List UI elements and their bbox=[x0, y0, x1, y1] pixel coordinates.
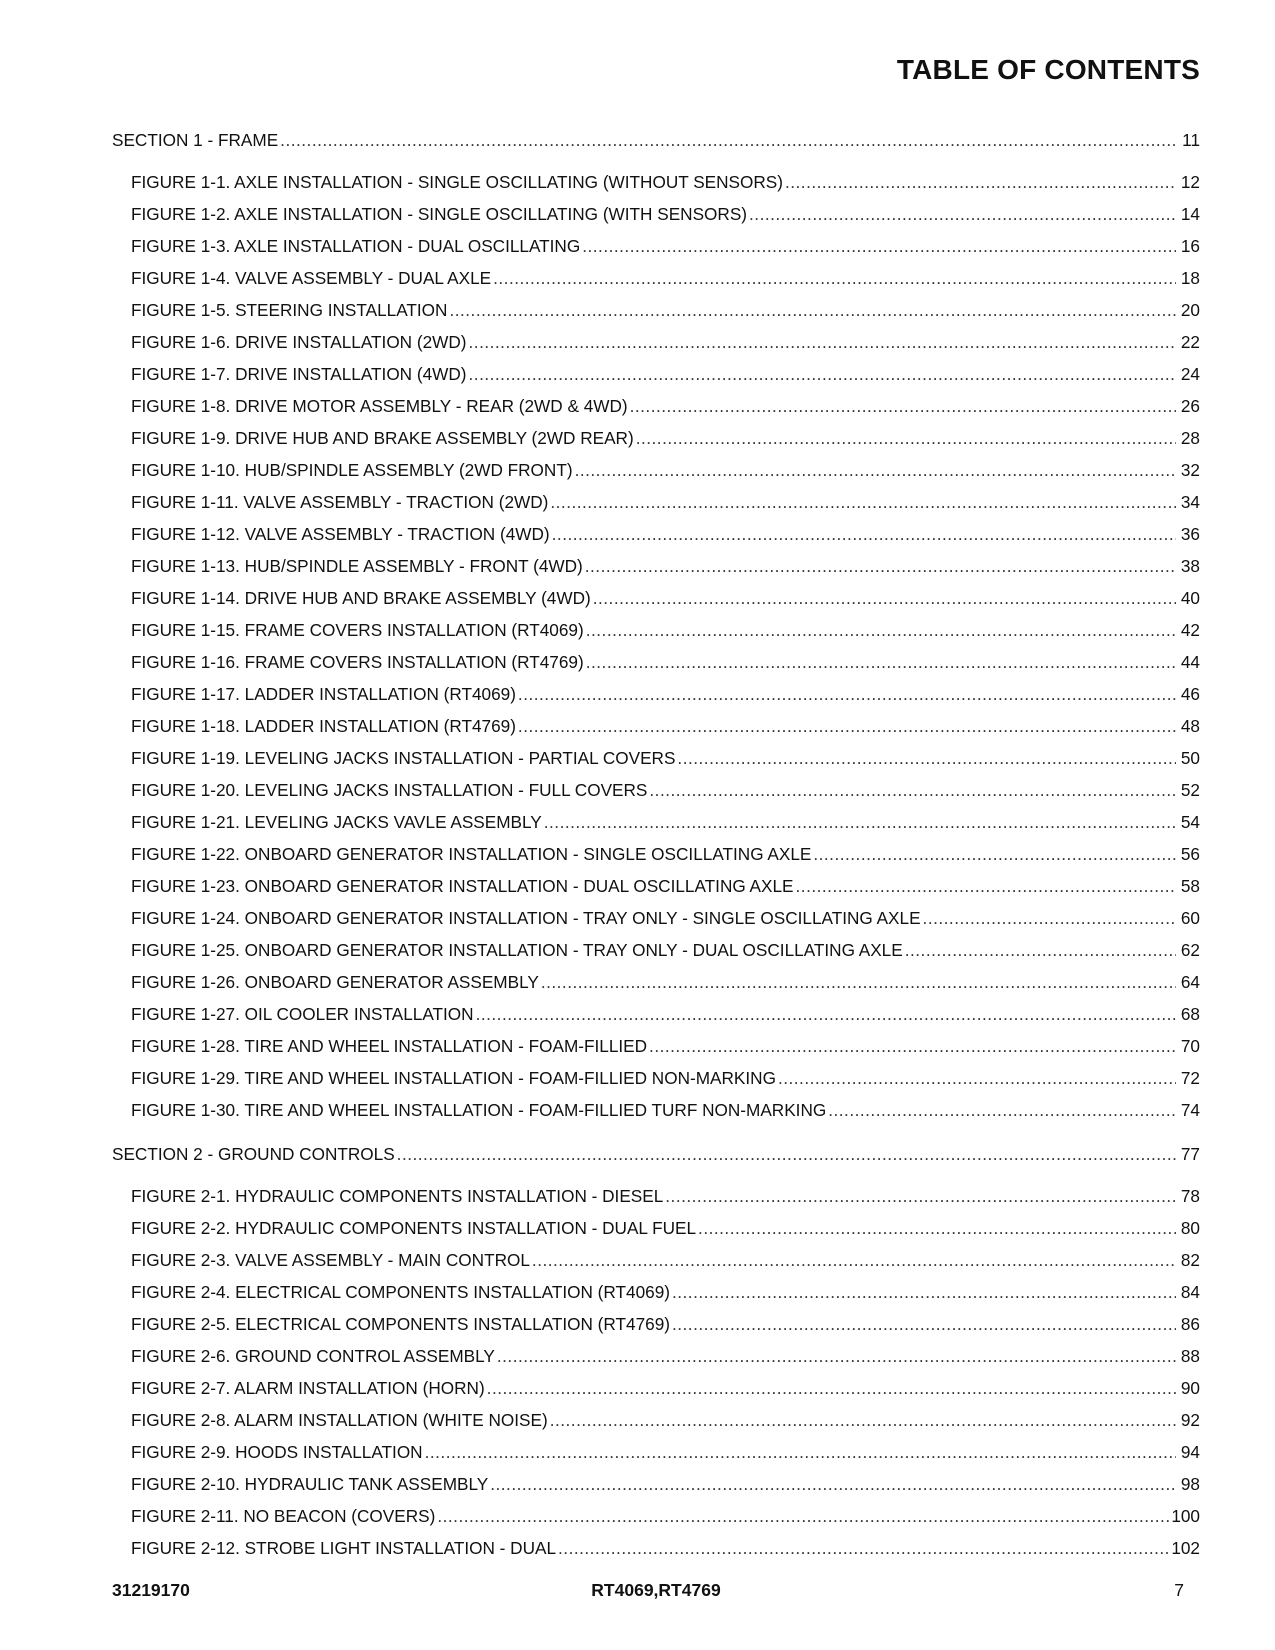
toc-figure-title: FIGURE 1-5. STEERING INSTALLATION bbox=[131, 300, 448, 320]
footer-page-number: 7 bbox=[1174, 1580, 1184, 1600]
dot-leader bbox=[493, 268, 1176, 289]
dot-leader bbox=[437, 1506, 1169, 1527]
toc-figure-entry[interactable] bbox=[112, 332, 1200, 364]
toc-figure-title: FIGURE 1-6. DRIVE INSTALLATION (2WD) bbox=[131, 332, 467, 352]
toc-page-number: 50 bbox=[1180, 748, 1200, 768]
toc-figure-entry[interactable] bbox=[112, 844, 1200, 876]
toc-figure-title: FIGURE 2-5. ELECTRICAL COMPONENTS INSTALLATION (RT4769) bbox=[131, 1314, 670, 1334]
toc-page-number: 58 bbox=[1180, 876, 1200, 896]
toc-page-number: 42 bbox=[1180, 620, 1200, 640]
footer-document-number: 31219170 bbox=[112, 1580, 190, 1600]
dot-leader bbox=[280, 130, 1176, 151]
toc-figure-title: FIGURE 2-3. VALVE ASSEMBLY - MAIN CONTROL bbox=[131, 1250, 530, 1270]
toc-figure-title: FIGURE 1-8. DRIVE MOTOR ASSEMBLY - REAR (2WD & 4WD) bbox=[131, 396, 628, 416]
toc-figure-entry[interactable] bbox=[112, 972, 1200, 1004]
dot-leader bbox=[575, 460, 1176, 481]
toc-page-number: 34 bbox=[1180, 492, 1200, 512]
dot-leader bbox=[672, 1314, 1176, 1335]
dot-leader bbox=[585, 556, 1176, 577]
toc-page-number: 102 bbox=[1171, 1538, 1200, 1558]
dot-leader bbox=[469, 364, 1176, 385]
toc-figure-title: FIGURE 1-3. AXLE INSTALLATION - DUAL OSCILLATING bbox=[131, 236, 581, 256]
dot-leader bbox=[490, 1474, 1176, 1495]
toc-figure-entry[interactable] bbox=[112, 812, 1200, 844]
toc-figure-entry[interactable] bbox=[112, 940, 1200, 972]
toc-figure-title: FIGURE 1-7. DRIVE INSTALLATION (4WD) bbox=[131, 364, 467, 384]
toc-figure-title: FIGURE 2-8. ALARM INSTALLATION (WHITE NOISE) bbox=[131, 1410, 548, 1430]
toc-page-number: 60 bbox=[1180, 908, 1200, 928]
toc-page-number: 92 bbox=[1180, 1410, 1200, 1430]
toc-page-number: 22 bbox=[1180, 332, 1200, 352]
toc-page-number: 74 bbox=[1180, 1100, 1200, 1120]
dot-leader bbox=[923, 908, 1176, 929]
toc-page-number: 18 bbox=[1180, 268, 1200, 288]
toc-figure-entry[interactable] bbox=[112, 1100, 1200, 1132]
dot-leader bbox=[749, 204, 1176, 225]
toc-figure-title: FIGURE 1-18. LADDER INSTALLATION (RT4769) bbox=[131, 716, 516, 736]
toc-page-number: 24 bbox=[1180, 364, 1200, 384]
toc-figure-title: FIGURE 1-16. FRAME COVERS INSTALLATION (RT4769) bbox=[131, 652, 584, 672]
dot-leader bbox=[828, 1100, 1176, 1121]
toc-figure-entry[interactable] bbox=[112, 684, 1200, 716]
toc-figure-entry[interactable] bbox=[112, 1186, 1200, 1218]
dot-leader bbox=[544, 812, 1176, 833]
toc-page-number: 80 bbox=[1180, 1218, 1200, 1238]
toc-page-number: 11 bbox=[1182, 130, 1200, 150]
toc-figure-entry[interactable] bbox=[112, 492, 1200, 524]
dot-leader bbox=[785, 172, 1176, 193]
toc-figure-entry[interactable] bbox=[112, 172, 1200, 204]
toc-figure-title: FIGURE 1-29. TIRE AND WHEEL INSTALLATION - FOAM-FILLIED NON-MARKING bbox=[131, 1068, 776, 1088]
toc-page-number: 68 bbox=[1180, 1004, 1200, 1024]
page-title: TABLE OF CONTENTS bbox=[896, 54, 1200, 85]
toc-figure-title: FIGURE 1-17. LADDER INSTALLATION (RT4069) bbox=[131, 684, 516, 704]
toc-figure-entry[interactable] bbox=[112, 1036, 1200, 1068]
toc-figure-entry[interactable] bbox=[112, 396, 1200, 428]
dot-leader bbox=[796, 876, 1176, 897]
toc-page-number: 44 bbox=[1180, 652, 1200, 672]
dot-leader bbox=[518, 684, 1176, 705]
toc-figure-entry[interactable] bbox=[112, 780, 1200, 812]
toc-figure-entry[interactable] bbox=[112, 300, 1200, 332]
toc-figure-entry[interactable] bbox=[112, 1442, 1200, 1474]
toc-figure-entry[interactable] bbox=[112, 1378, 1200, 1410]
dot-leader bbox=[550, 492, 1176, 513]
dot-leader bbox=[582, 236, 1176, 257]
toc-figure-entry[interactable] bbox=[112, 460, 1200, 492]
table-of-contents bbox=[112, 130, 1200, 1582]
toc-figure-title: FIGURE 1-14. DRIVE HUB AND BRAKE ASSEMBLY (4WD) bbox=[131, 588, 591, 608]
dot-leader bbox=[586, 652, 1176, 673]
toc-page-number: 40 bbox=[1180, 588, 1200, 608]
toc-figure-title: FIGURE 1-26. ONBOARD GENERATOR ASSEMBLY bbox=[131, 972, 539, 992]
dot-leader bbox=[487, 1378, 1176, 1399]
dot-leader bbox=[397, 1144, 1176, 1165]
toc-page-number: 12 bbox=[1180, 172, 1200, 192]
footer-model-numbers: RT4069,RT4769 bbox=[591, 1580, 721, 1600]
toc-page-number: 94 bbox=[1180, 1442, 1200, 1462]
toc-page-number: 54 bbox=[1180, 812, 1200, 832]
dot-leader bbox=[550, 1410, 1176, 1431]
toc-figure-title: FIGURE 2-4. ELECTRICAL COMPONENTS INSTALLATION (RT4069) bbox=[131, 1282, 670, 1302]
toc-page-number: 100 bbox=[1171, 1506, 1200, 1526]
toc-figure-title: FIGURE 2-6. GROUND CONTROL ASSEMBLY bbox=[131, 1346, 495, 1366]
toc-page-number: 86 bbox=[1180, 1314, 1200, 1334]
toc-figure-entry[interactable] bbox=[112, 524, 1200, 556]
toc-page-number: 62 bbox=[1180, 940, 1200, 960]
toc-figure-entry[interactable] bbox=[112, 1282, 1200, 1314]
dot-leader bbox=[497, 1346, 1176, 1367]
toc-figure-entry[interactable] bbox=[112, 556, 1200, 588]
dot-leader bbox=[586, 620, 1176, 641]
toc-figure-entry[interactable] bbox=[112, 588, 1200, 620]
toc-figure-title: FIGURE 1-1. AXLE INSTALLATION - SINGLE OSCILLATING (WITHOUT SENSORS) bbox=[131, 172, 783, 192]
dot-leader bbox=[636, 428, 1176, 449]
toc-section-entry[interactable] bbox=[112, 1144, 1200, 1176]
dot-leader bbox=[813, 844, 1176, 865]
toc-figure-entry[interactable] bbox=[112, 204, 1200, 236]
toc-figure-entry[interactable] bbox=[112, 1474, 1200, 1506]
toc-figure-title: FIGURE 1-2. AXLE INSTALLATION - SINGLE OSCILLATING (WITH SENSORS) bbox=[131, 204, 748, 224]
toc-figure-entry[interactable] bbox=[112, 1346, 1200, 1378]
toc-figure-entry[interactable] bbox=[112, 908, 1200, 940]
toc-section bbox=[112, 130, 1200, 1132]
dot-leader bbox=[677, 748, 1176, 769]
toc-page-number: 78 bbox=[1180, 1186, 1200, 1206]
toc-figure-title: FIGURE 1-19. LEVELING JACKS INSTALLATION - PARTIAL COVERS bbox=[131, 748, 676, 768]
toc-page-number: 20 bbox=[1180, 300, 1200, 320]
toc-page-number: 88 bbox=[1180, 1346, 1200, 1366]
dot-leader bbox=[449, 300, 1176, 321]
toc-figure-title: FIGURE 1-27. OIL COOLER INSTALLATION bbox=[131, 1004, 474, 1024]
toc-page-number: 14 bbox=[1180, 204, 1200, 224]
toc-figure-entry[interactable] bbox=[112, 268, 1200, 300]
toc-page-number: 46 bbox=[1180, 684, 1200, 704]
toc-figure-entry[interactable] bbox=[112, 236, 1200, 268]
toc-page-number: 36 bbox=[1180, 524, 1200, 544]
toc-figure-title: FIGURE 2-1. HYDRAULIC COMPONENTS INSTALLATION - DIESEL bbox=[131, 1186, 664, 1206]
toc-figure-title: FIGURE 1-13. HUB/SPINDLE ASSEMBLY - FRONT (4WD) bbox=[131, 556, 583, 576]
dot-leader bbox=[665, 1186, 1176, 1207]
toc-figure-title: FIGURE 2-12. STROBE LIGHT INSTALLATION - DUAL bbox=[131, 1538, 557, 1558]
toc-figure-title: FIGURE 1-11. VALVE ASSEMBLY - TRACTION (2WD) bbox=[131, 492, 549, 512]
toc-figure-title: FIGURE 1-28. TIRE AND WHEEL INSTALLATION - FOAM-FILLIED bbox=[131, 1036, 648, 1056]
toc-page-number: 56 bbox=[1180, 844, 1200, 864]
toc-figure-entry[interactable] bbox=[112, 364, 1200, 396]
dot-leader bbox=[552, 524, 1176, 545]
toc-figure-entry[interactable] bbox=[112, 1218, 1200, 1250]
dot-leader bbox=[425, 1442, 1176, 1463]
dot-leader bbox=[778, 1068, 1176, 1089]
toc-figure-title: FIGURE 2-2. HYDRAULIC COMPONENTS INSTALLATION - DUAL FUEL bbox=[131, 1218, 697, 1238]
toc-figure-entry[interactable] bbox=[112, 1004, 1200, 1036]
toc-figure-title: FIGURE 1-15. FRAME COVERS INSTALLATION (RT4069) bbox=[131, 620, 584, 640]
toc-figure-title: FIGURE 1-23. ONBOARD GENERATOR INSTALLATION - DUAL OSCILLATING AXLE bbox=[131, 876, 794, 896]
toc-figure-entry[interactable] bbox=[112, 1068, 1200, 1100]
toc-page-number: 52 bbox=[1180, 780, 1200, 800]
toc-figure-entry[interactable] bbox=[112, 1314, 1200, 1346]
dot-leader bbox=[630, 396, 1176, 417]
page-footer bbox=[112, 1580, 1200, 1604]
toc-figure-title: FIGURE 1-12. VALVE ASSEMBLY - TRACTION (4WD) bbox=[131, 524, 550, 544]
toc-figure-entry[interactable] bbox=[112, 652, 1200, 684]
toc-figure-title: FIGURE 1-4. VALVE ASSEMBLY - DUAL AXLE bbox=[131, 268, 492, 288]
toc-section-title: SECTION 1 - FRAME bbox=[112, 130, 279, 150]
toc-figure-title: FIGURE 1-20. LEVELING JACKS INSTALLATION - FULL COVERS bbox=[131, 780, 648, 800]
toc-page-number: 70 bbox=[1180, 1036, 1200, 1056]
toc-figure-entry[interactable] bbox=[112, 428, 1200, 460]
toc-page-number: 82 bbox=[1180, 1250, 1200, 1270]
dot-leader bbox=[541, 972, 1176, 993]
toc-page-number: 72 bbox=[1180, 1068, 1200, 1088]
toc-figure-entry[interactable] bbox=[112, 748, 1200, 780]
toc-figure-title: FIGURE 2-10. HYDRAULIC TANK ASSEMBLY bbox=[131, 1474, 489, 1494]
dot-leader bbox=[532, 1250, 1176, 1271]
toc-figure-title: FIGURE 1-25. ONBOARD GENERATOR INSTALLATION - TRAY ONLY - DUAL OSCILLATING AXLE bbox=[131, 940, 903, 960]
toc-section-entry[interactable] bbox=[112, 130, 1200, 162]
toc-page-number: 64 bbox=[1180, 972, 1200, 992]
toc-figure-entry[interactable] bbox=[112, 876, 1200, 908]
dot-leader bbox=[469, 332, 1176, 353]
toc-page-number: 38 bbox=[1180, 556, 1200, 576]
toc-page-number: 28 bbox=[1180, 428, 1200, 448]
toc-page-number: 98 bbox=[1180, 1474, 1200, 1494]
toc-figure-entry[interactable] bbox=[112, 716, 1200, 748]
dot-leader bbox=[518, 716, 1176, 737]
dot-leader bbox=[905, 940, 1176, 961]
toc-figure-entry[interactable] bbox=[112, 620, 1200, 652]
toc-figure-title: FIGURE 1-24. ONBOARD GENERATOR INSTALLATION - TRAY ONLY - SINGLE OSCILLATING AXLE bbox=[131, 908, 921, 928]
toc-figure-title: FIGURE 2-11. NO BEACON (COVERS) bbox=[131, 1506, 436, 1526]
toc-figure-title: FIGURE 2-9. HOODS INSTALLATION bbox=[131, 1442, 423, 1462]
toc-page-number: 16 bbox=[1180, 236, 1200, 256]
toc-figure-entry[interactable] bbox=[112, 1250, 1200, 1282]
dot-leader bbox=[649, 780, 1176, 801]
dot-leader bbox=[476, 1004, 1176, 1025]
toc-page-number: 90 bbox=[1180, 1378, 1200, 1398]
toc-figure-title: FIGURE 1-9. DRIVE HUB AND BRAKE ASSEMBLY (2WD REAR) bbox=[131, 428, 634, 448]
dot-leader bbox=[558, 1538, 1169, 1559]
dot-leader bbox=[698, 1218, 1176, 1239]
toc-page-number: 48 bbox=[1180, 716, 1200, 736]
dot-leader bbox=[593, 588, 1176, 609]
toc-figure-entry[interactable] bbox=[112, 1506, 1200, 1538]
toc-figure-title: FIGURE 1-10. HUB/SPINDLE ASSEMBLY (2WD FRONT) bbox=[131, 460, 573, 480]
toc-section-title: SECTION 2 - GROUND CONTROLS bbox=[112, 1144, 395, 1164]
toc-figure-entry[interactable] bbox=[112, 1538, 1200, 1570]
toc-page-number: 32 bbox=[1180, 460, 1200, 480]
toc-section bbox=[112, 1144, 1200, 1570]
toc-figure-title: FIGURE 1-22. ONBOARD GENERATOR INSTALLATION - SINGLE OSCILLATING AXLE bbox=[131, 844, 812, 864]
toc-page-number: 77 bbox=[1180, 1144, 1200, 1164]
toc-figure-title: FIGURE 1-30. TIRE AND WHEEL INSTALLATION - FOAM-FILLIED TURF NON-MARKING bbox=[131, 1100, 827, 1120]
toc-page-number: 84 bbox=[1180, 1282, 1200, 1302]
dot-leader bbox=[649, 1036, 1176, 1057]
toc-page-number: 26 bbox=[1180, 396, 1200, 416]
toc-figure-title: FIGURE 2-7. ALARM INSTALLATION (HORN) bbox=[131, 1378, 485, 1398]
toc-figure-title: FIGURE 1-21. LEVELING JACKS VAVLE ASSEMBLY bbox=[131, 812, 542, 832]
toc-figure-entry[interactable] bbox=[112, 1410, 1200, 1442]
dot-leader bbox=[672, 1282, 1176, 1303]
